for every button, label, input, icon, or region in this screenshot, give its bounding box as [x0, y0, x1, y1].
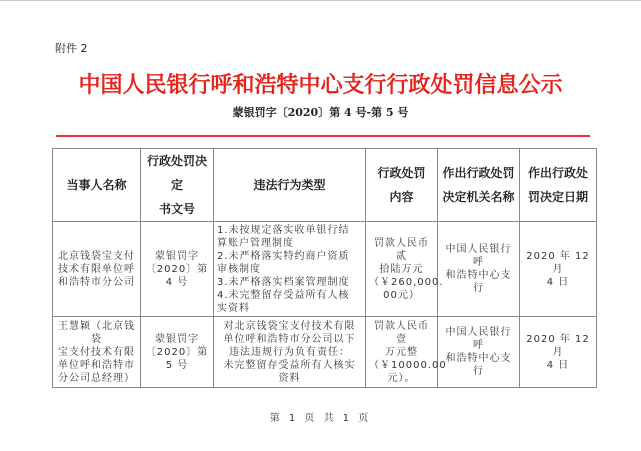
- document-number: 蒙银罚字〔2020〕第 4 号-第 5 号: [232, 106, 409, 119]
- header-penalty-content: 行政处罚 内容: [366, 149, 438, 222]
- cell-violations: 对北京钱袋宝支付技术有限 单位呼和浩特市分公司以下 违法违规行为负有责任： 未完整留存受益所有人核实 资料: [214, 317, 366, 388]
- attachment-label: 附件 2: [55, 42, 88, 55]
- cell-decision-no: 蒙银罚字 〔2020〕第 4 号: [141, 222, 214, 317]
- top-border: [0, 0, 641, 1]
- cell-authority: 中国人民银行呼 和浩特中心支行: [438, 222, 520, 317]
- header-decision-no: 行政处罚决定 书文号: [141, 149, 214, 222]
- header-violation-type: 违法行为类型: [214, 149, 366, 222]
- cell-party: 北京钱袋宝支付 技术有限单位呼 和浩特市分公司: [53, 222, 141, 317]
- cell-date: 2020 年 12 月 4 日: [520, 222, 597, 317]
- red-divider: [56, 135, 590, 137]
- header-authority: 作出行政处罚 决定机关名称: [438, 149, 520, 222]
- cell-date: 2020 年 12 月 4 日: [520, 317, 597, 388]
- penalty-table: [52, 148, 597, 388]
- cell-penalty: 罚款人民币贰 拾陆万元 （￥260,000. 00元）: [366, 222, 438, 317]
- cell-authority: 中国人民银行呼 和浩特中心支行: [438, 317, 520, 388]
- page-number: 第 1 页 共 1 页: [269, 413, 372, 424]
- table-row: [53, 317, 597, 388]
- cell-party: 王慧颖（北京钱袋 宝支付技术有限 单位呼和浩特市 分公司总经理）: [53, 317, 141, 388]
- document-title: 中国人民银行呼和浩特中心支行行政处罚信息公示: [78, 72, 563, 98]
- header-party: 当事人名称: [53, 149, 141, 222]
- cell-violations: 1.未按规定落实收单银行结 算账户管理制度 2.未严格落实特约商户资质 审核制度 3.未严格落实档案管理制度 4.未完整留存受益所有人核 实资料: [214, 222, 366, 317]
- table-row: [53, 222, 597, 317]
- table-header-row: [53, 149, 597, 222]
- cell-decision-no: 蒙银罚字 〔2020〕第 5 号: [141, 317, 214, 388]
- header-decision-date: 作出行政处 罚决定日期: [520, 149, 597, 222]
- cell-penalty: 罚款人民币壹 万元整 （￥10000.00 元）。: [366, 317, 438, 388]
